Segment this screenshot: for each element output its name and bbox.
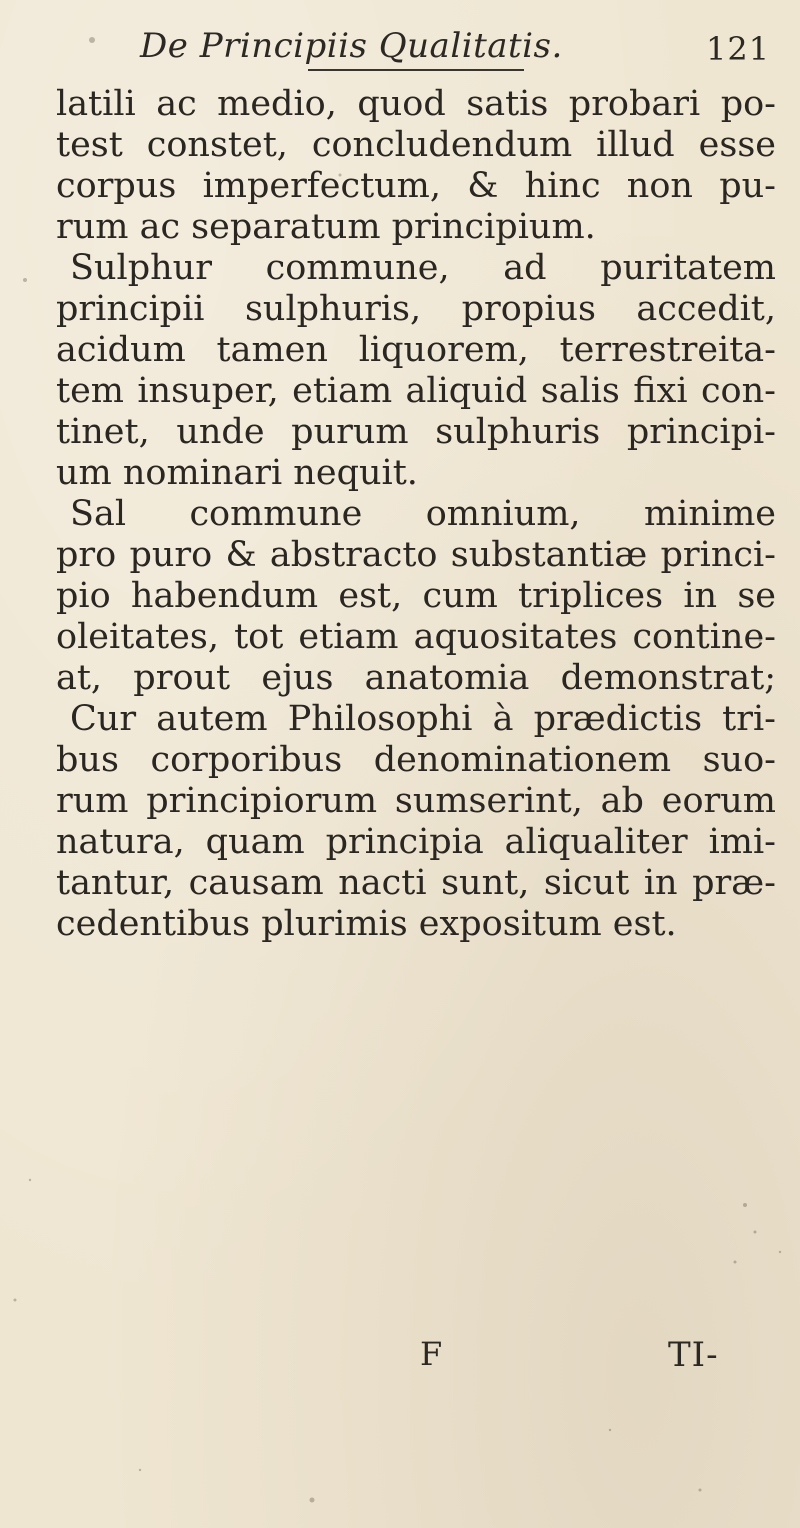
text-line: corpus imperfectum, & hinc non pu-: [56, 166, 776, 206]
page-footer: [0, 1335, 800, 1385]
page-number: 121: [706, 30, 771, 68]
text-line: tem insuper, etiam aliquid salis fixi con-: [56, 371, 776, 411]
text-line: Sal commune omnium, minime: [70, 494, 776, 534]
running-head: [0, 22, 800, 72]
text-line: oleitates, tot etiam aquositates contine-: [56, 617, 776, 657]
text-line: Sulphur commune, ad puritatem: [70, 248, 776, 288]
text-line: Cur autem Philosophi à prædictis tri-: [70, 699, 776, 739]
text-line: bus corporibus denominationem suo-: [56, 740, 776, 780]
text-line: rum ac separatum principium.: [56, 207, 596, 247]
text-line: um nominari nequit.: [56, 453, 418, 493]
text-line: cedentibus plurimis expositum est.: [56, 904, 677, 944]
body-text: [56, 84, 776, 945]
text-line: pio habendum est, cum triplices in se: [56, 576, 776, 616]
text-line: principii sulphuris, propius accedit,: [56, 289, 776, 329]
text-line: test constet, concludendum illud esse: [56, 125, 776, 165]
text-line: latili ac medio, quod satis probari po-: [56, 84, 776, 124]
catchword: TI-: [668, 1335, 719, 1375]
text-line: acidum tamen liquorem, terrestreita-: [56, 330, 776, 370]
running-head-underline: [308, 69, 524, 71]
text-line: rum principiorum sumserint, ab eorum: [56, 781, 776, 821]
text-line: tinet, unde purum sulphuris principi-: [56, 412, 776, 452]
text-line: pro puro & abstracto substantiæ princi-: [56, 535, 776, 575]
text-line: tantur, causam nacti sunt, sicut in præ-: [56, 863, 776, 903]
signature-mark: F: [420, 1335, 443, 1373]
text-line: natura, quam principia aliqualiter imi-: [56, 822, 776, 862]
running-head-title: De Principiis Qualitatis.: [140, 26, 563, 66]
text-line: at, prout ejus anatomia demonstrat;: [56, 658, 776, 698]
